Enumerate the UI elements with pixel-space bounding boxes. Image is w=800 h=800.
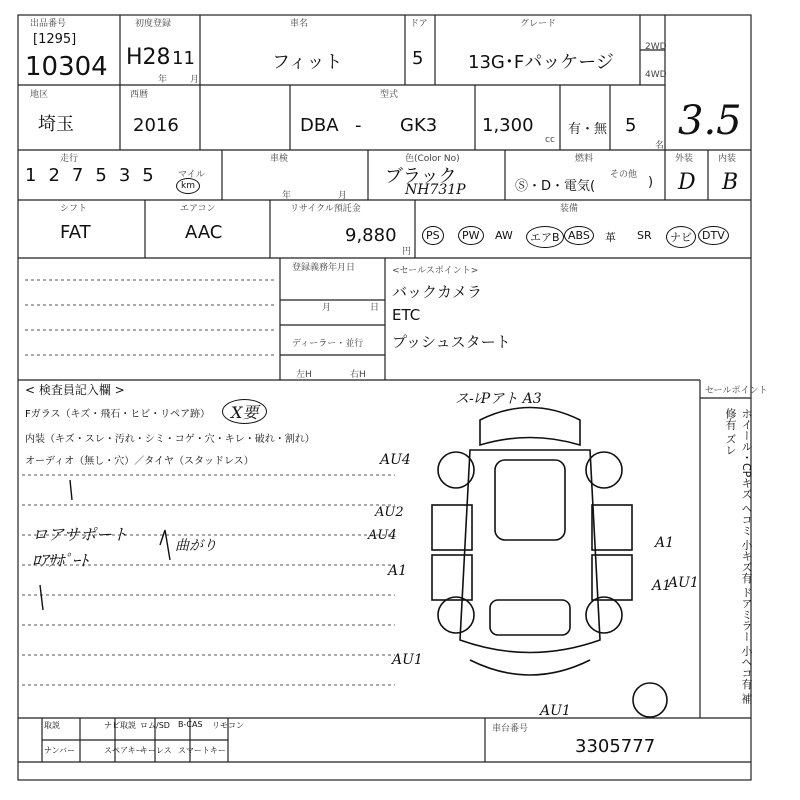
model-type: GK3 <box>400 115 438 136</box>
capacity-unit: 名 <box>655 141 665 151</box>
region: 埼玉 <box>38 114 74 135</box>
grade-header: グレード <box>520 19 557 29</box>
month: 11 <box>172 48 195 69</box>
aircon-header: エアコン <box>180 204 216 214</box>
mileage-digit: 5 <box>95 165 119 186</box>
mileage-digit: 7 <box>71 165 96 186</box>
capacity: 5 <box>625 115 637 136</box>
handwritten-note-2: ﾛｱｻﾎﾟｰﾄ <box>32 551 89 570</box>
era-year: H28 <box>126 45 171 70</box>
exterior-grade: D <box>678 170 696 195</box>
handle-right: 右H <box>350 370 366 380</box>
right-column-header: セールポイント <box>705 386 768 396</box>
equipment-item: PW <box>458 226 484 245</box>
shift: FAT <box>60 222 91 243</box>
mileage-digit: 5 <box>142 165 166 186</box>
displacement-unit: cc <box>545 135 555 145</box>
chassis-no-label: 車台番号 <box>492 724 529 734</box>
mileage-digit: 2 <box>48 165 72 186</box>
model-type-prefix: DBA <box>300 115 339 136</box>
diagram-mark: AU1 <box>668 575 699 591</box>
displacement: 1,300 <box>482 115 534 136</box>
bottom-item: B-CAS <box>178 720 203 729</box>
color-code: NH731P <box>405 182 466 198</box>
model-type-dash: - <box>355 115 362 136</box>
shift-header: シフト <box>60 204 88 214</box>
equipment-item: ナビ <box>666 226 696 248</box>
diagram-mark: AU1 <box>392 652 423 668</box>
month-suffix: 月 <box>190 75 200 85</box>
equipment-item: DTV <box>698 226 729 245</box>
model-name-header: 車名 <box>290 19 309 29</box>
grade: 13G･Fパッケージ <box>468 52 614 73</box>
sales-point-1: バックカメラ <box>392 283 483 301</box>
equipment-item: 革 <box>605 231 616 244</box>
bottom-item: ロム/SD <box>140 721 170 730</box>
sales-point-3: プッシュスタート <box>392 333 511 351</box>
lot-prefix: [1295] <box>33 32 77 47</box>
drive-2wd: 2WD <box>645 42 667 52</box>
diagram-mark: AU2 <box>375 505 404 520</box>
sales-points-header: <セールスポイント> <box>392 266 479 276</box>
right-column-text: ホイール・CPキズ ヘコミ 小キズ有 ドアミラー 小ヘコ有 補修有 ズレ <box>724 408 753 704</box>
diagram-mark: AU1 <box>540 703 571 719</box>
mileage-header: 走行 <box>60 154 79 164</box>
equipment-item: エアB <box>526 226 564 248</box>
bottom-item: スペアキー <box>104 746 144 755</box>
exterior-header: 外装 <box>675 154 694 164</box>
equipment-item: SR <box>637 229 652 242</box>
recycle-fee: 9,880 <box>345 225 397 246</box>
note-interior: 内装（キズ・スレ・汚れ・シミ・コゲ・穴・キレ・破れ・割れ） <box>25 434 315 445</box>
fuel-close: ) <box>648 175 654 190</box>
bottom-item: スマートキー <box>178 746 226 755</box>
mileage-value <box>25 165 166 186</box>
color-header: 色(Color No) <box>405 154 460 164</box>
bottom-item: 取説 <box>44 721 60 730</box>
model-name: フィット <box>272 52 343 73</box>
equipment-header: 装備 <box>560 204 579 214</box>
mileage-unit: km <box>176 178 200 194</box>
handwritten-note-1: ロアサポート <box>32 525 129 544</box>
registration-month: 月 <box>322 303 332 313</box>
recycle-unit: 円 <box>402 247 412 257</box>
score: 3.5 <box>678 98 742 144</box>
lot-no-header: 出品番号 <box>30 19 67 29</box>
note-audio: オーディオ（無し・穴）／タイヤ（スタッドレス） <box>25 456 254 467</box>
doors-header: ドア <box>410 19 428 29</box>
equipment-item: PS <box>422 226 444 245</box>
fuel-other: その他 <box>610 170 638 180</box>
bottom-item: ナビ取説 <box>104 721 136 730</box>
region-header: 地区 <box>30 90 49 100</box>
dealer-label: ディーラー・並行 <box>292 339 364 349</box>
sales-point-2: ETC <box>392 306 421 324</box>
fuel-options: Ⓢ・D・電気( <box>515 179 596 194</box>
fuel-header: 燃料 <box>575 154 594 164</box>
reg-year-header: 初度登録 <box>135 19 172 29</box>
diagram-mark: AU4 <box>368 528 397 543</box>
doors: 5 <box>412 48 424 69</box>
ownership: 有・無 <box>568 122 608 137</box>
inspection-header: 車検 <box>270 154 289 164</box>
equipment-item: AW <box>495 229 513 242</box>
mileage-digit: 1 <box>25 165 49 186</box>
inspection-month-suffix: 月 <box>338 191 348 201</box>
lot-number: 10304 <box>25 52 108 82</box>
year: 2016 <box>133 115 179 136</box>
bottom-item: キーレス <box>140 746 172 755</box>
recycle-header: リサイクル預託金 <box>290 204 361 214</box>
handle-left: 左H <box>296 370 312 380</box>
bottom-item: リモコン <box>212 721 244 730</box>
registration-day: 日 <box>370 303 380 313</box>
diagram-mark: A1 <box>652 578 672 594</box>
interior-header: 内装 <box>718 154 737 164</box>
year-suffix: 年 <box>158 75 168 85</box>
note-glass-mark: X要 <box>222 399 267 424</box>
note-glass: Fガラス（キズ・飛石・ヒビ・リペア跡） <box>25 409 211 420</box>
model-type-header: 型式 <box>380 90 399 100</box>
equipment-item: ABS <box>564 226 594 245</box>
handwritten-note-3: 曲がり <box>175 538 217 554</box>
interior-grade: B <box>722 170 739 195</box>
registration-date-header: 登録義務年月日 <box>292 263 356 273</box>
aircon: AAC <box>185 222 223 243</box>
inspection-year-suffix: 年 <box>282 191 292 201</box>
chassis-number: 3305777 <box>575 736 656 757</box>
diagram-top-note: ス-ﾚPアト A3 <box>455 391 542 407</box>
diagram-mark: AU4 <box>380 452 411 468</box>
drive-4wd: 4WD <box>645 70 667 80</box>
year-header: 西暦 <box>130 90 149 100</box>
inspector-notes-header: < 検査員記入欄 > <box>25 383 125 397</box>
diagram-mark: A1 <box>388 563 408 579</box>
bottom-item: ナンバー <box>44 746 76 755</box>
diagram-mark: A1 <box>655 535 675 551</box>
mileage-unit-alt: マイル <box>178 170 205 180</box>
car-diagram <box>432 408 667 718</box>
mileage-digit: 3 <box>118 165 143 186</box>
color-name: ブラック <box>385 166 457 187</box>
